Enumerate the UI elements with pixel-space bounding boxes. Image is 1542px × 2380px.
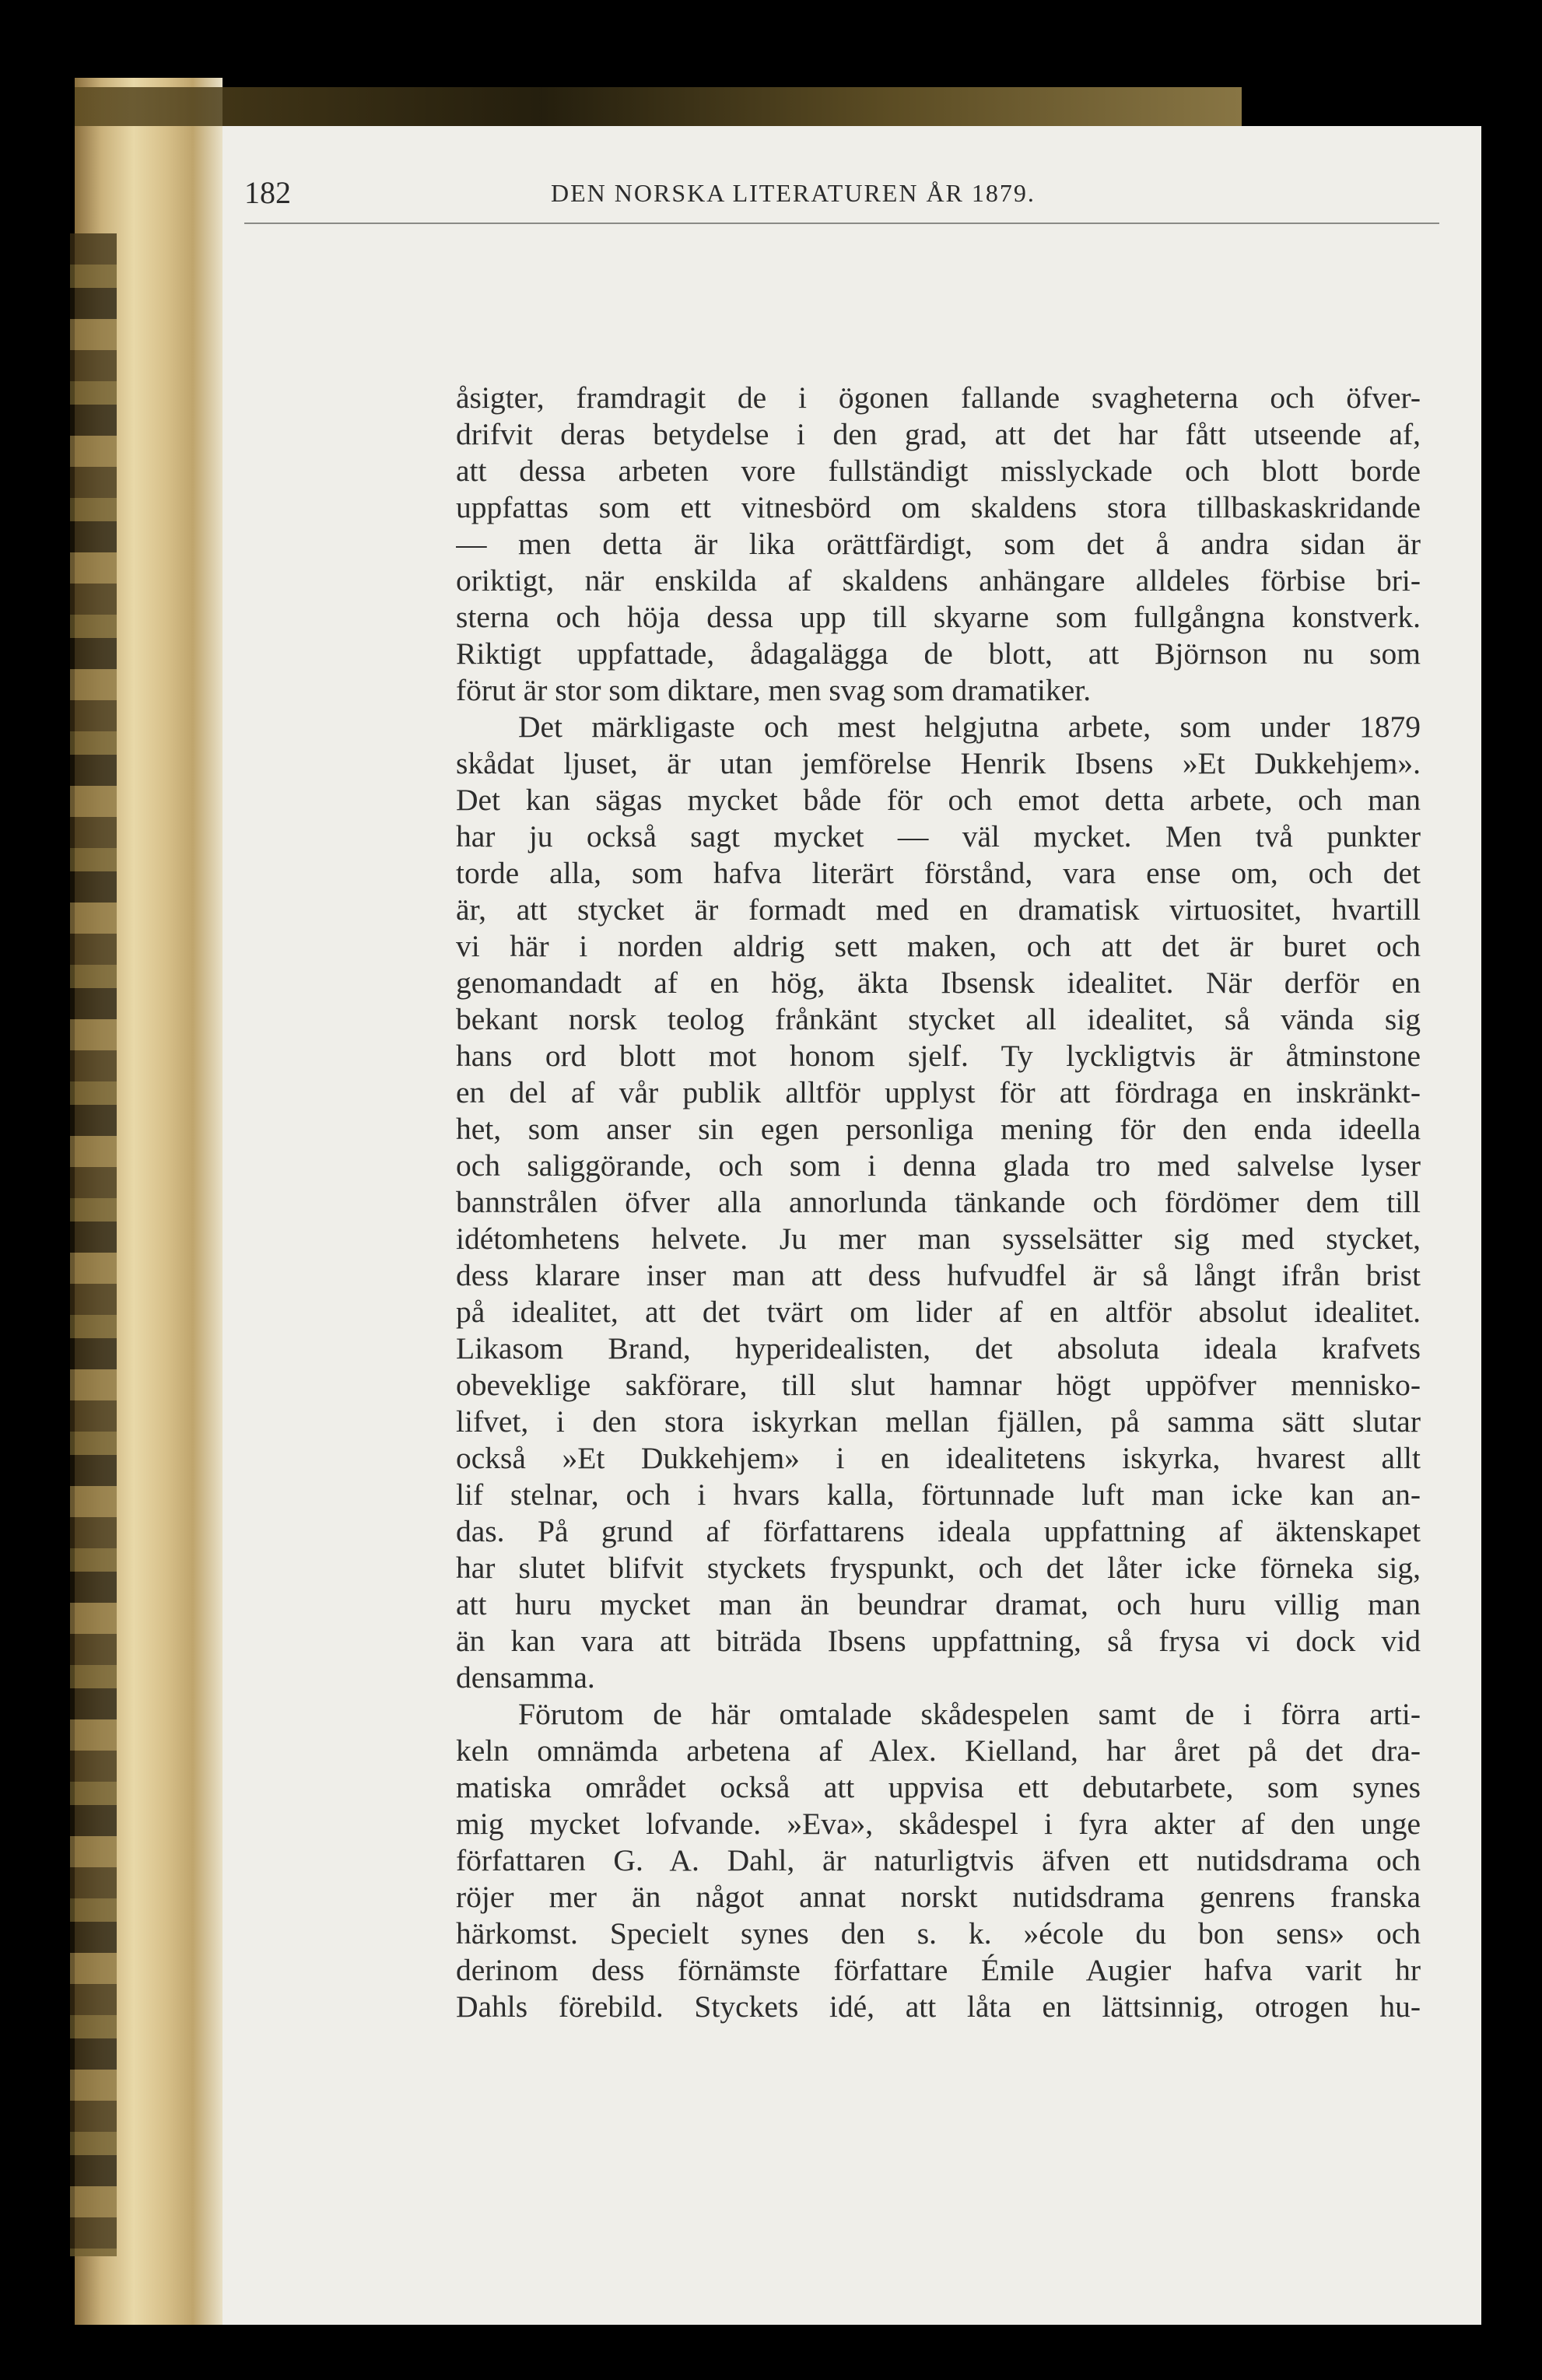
text-line: mig mycket lofvande. »Eva», skådespel i fyra akter af den unge — [456, 1807, 1421, 1841]
text-line: keln omnämda arbetena af Alex. Kielland, har året på det dra- — [456, 1733, 1421, 1768]
text-line: Det kan sägas mycket både för och emot detta arbete, och man — [456, 783, 1421, 817]
text-line: att huru mycket man än beundrar dramat, och huru villig man — [456, 1587, 1421, 1621]
page-number: 182 — [244, 175, 291, 210]
text-line: idétomhetens helvete. Ju mer man sysselsätter sig med stycket, — [456, 1222, 1421, 1256]
torn-binding-edge — [70, 233, 117, 2256]
text-line: densamma. — [456, 1660, 595, 1695]
text-line: dess klarare inser man att dess hufvudfel är så långt ifrån brist — [456, 1258, 1421, 1292]
text-line: torde alla, som hafva literärt förstånd, vara ense om, och det — [456, 856, 1421, 890]
text-line: lif stelnar, och i hvars kalla, förtunnade luft man icke kan an- — [456, 1477, 1421, 1512]
text-line: oriktigt, när enskilda af skaldens anhängare alldeles förbise bri- — [456, 563, 1421, 598]
text-line: — men detta är lika orättfärdigt, som det å andra sidan är — [456, 527, 1421, 561]
text-line: drifvit deras betydelse i den grad, att det har fått utseende af, — [456, 417, 1421, 451]
text-line: Riktigt uppfattade, ådagalägga de blott, att Björnson nu som — [456, 636, 1421, 671]
text-line: förut är stor som diktare, men svag som dramatiker. — [456, 673, 1092, 707]
text-line: bekant norsk teolog frånkänt stycket all idealitet, så vända sig — [456, 1002, 1421, 1036]
text-line: Det märkligaste och mest helgjutna arbete, som under 1879 — [518, 710, 1421, 744]
body-text — [456, 380, 1421, 2025]
running-title: DEN NORSKA LITERATUREN ÅR 1879. — [551, 179, 1036, 207]
text-line: uppfattas som ett vitnesbörd om skaldens stora tillbaskaskridande — [456, 490, 1421, 524]
text-line: Likasom Brand, hyperidealisten, det absoluta ideala krafvets — [456, 1331, 1421, 1365]
text-line: härkomst. Specielt synes den s. k. »école du bon sens» och — [456, 1916, 1421, 1951]
text-line: författaren G. A. Dahl, är naturligtvis äfven ett nutidsdrama och — [456, 1843, 1421, 1877]
text-line: das. På grund af författarens ideala uppfattning af äktenskapet — [456, 1514, 1421, 1548]
text-line: Dahls förebild. Styckets idé, att låta en lättsinnig, otrogen hu- — [456, 1989, 1421, 2024]
text-line: att dessa arbeten vore fullständigt misslyckade och blott borde — [456, 454, 1421, 488]
text-line: bannstrålen öfver alla annorlunda tänkande och fördömer dem till — [456, 1185, 1421, 1219]
text-line: än kan vara att biträda Ibsens uppfattning, så frysa vi dock vid — [456, 1624, 1421, 1658]
text-line: har ju också sagt mycket — väl mycket. Men två punkter — [456, 819, 1421, 854]
text-line: på idealitet, att det tvärt om lider af en altför absolut idealitet. — [456, 1295, 1421, 1329]
text-line: skådat ljuset, är utan jemförelse Henrik Ibsens »Et Dukkehjem». — [456, 746, 1421, 780]
text-line: obeveklige sakförare, till slut hamnar högt uppöfver mennisko- — [456, 1368, 1421, 1402]
text-line: röjer mer än något annat norskt nutidsdrama genrens franska — [456, 1880, 1421, 1914]
worn-top-edge — [75, 87, 1242, 126]
text-line: sterna och höja dessa upp till skyarne som fullgångna konstverk. — [456, 600, 1421, 634]
text-line: Förutom de här omtalade skådespelen samt de i förra arti- — [518, 1697, 1421, 1731]
text-line: också »Et Dukkehjem» i en idealitetens iskyrka, hvarest allt — [456, 1441, 1421, 1475]
text-line: har slutet blifvit styckets fryspunkt, och det låter icke förneka sig, — [456, 1551, 1421, 1585]
text-line: en del af vår publik alltför upplyst för att fördraga en inskränkt- — [456, 1075, 1421, 1109]
text-line: och saliggörande, och som i denna glada tro med salvelse lyser — [456, 1148, 1421, 1183]
text-line: genomandadt af en hög, äkta Ibsensk idealitet. När derför en — [456, 966, 1421, 1000]
text-line: matiska området också att uppvisa ett debutarbete, som synes — [456, 1770, 1421, 1804]
text-line: het, som anser sin egen personliga mening för den enda ideella — [456, 1112, 1421, 1146]
text-line: hans ord blott mot honom sjelf. Ty lyckligtvis är åtminstone — [456, 1039, 1421, 1073]
text-line: åsigter, framdragit de i ögonen fallande svagheterna och öfver- — [456, 380, 1421, 415]
text-line: derinom dess förnämste författare Émile Augier hafva varit hr — [456, 1953, 1421, 1987]
text-line: är, att stycket är formadt med en dramatisk virtuositet, hvartill — [456, 892, 1421, 927]
running-header — [244, 168, 1439, 224]
text-line: lifvet, i den stora iskyrkan mellan fjällen, på samma sätt slutar — [456, 1404, 1421, 1439]
text-line: vi här i norden aldrig sett maken, och att det är buret och — [456, 929, 1421, 963]
